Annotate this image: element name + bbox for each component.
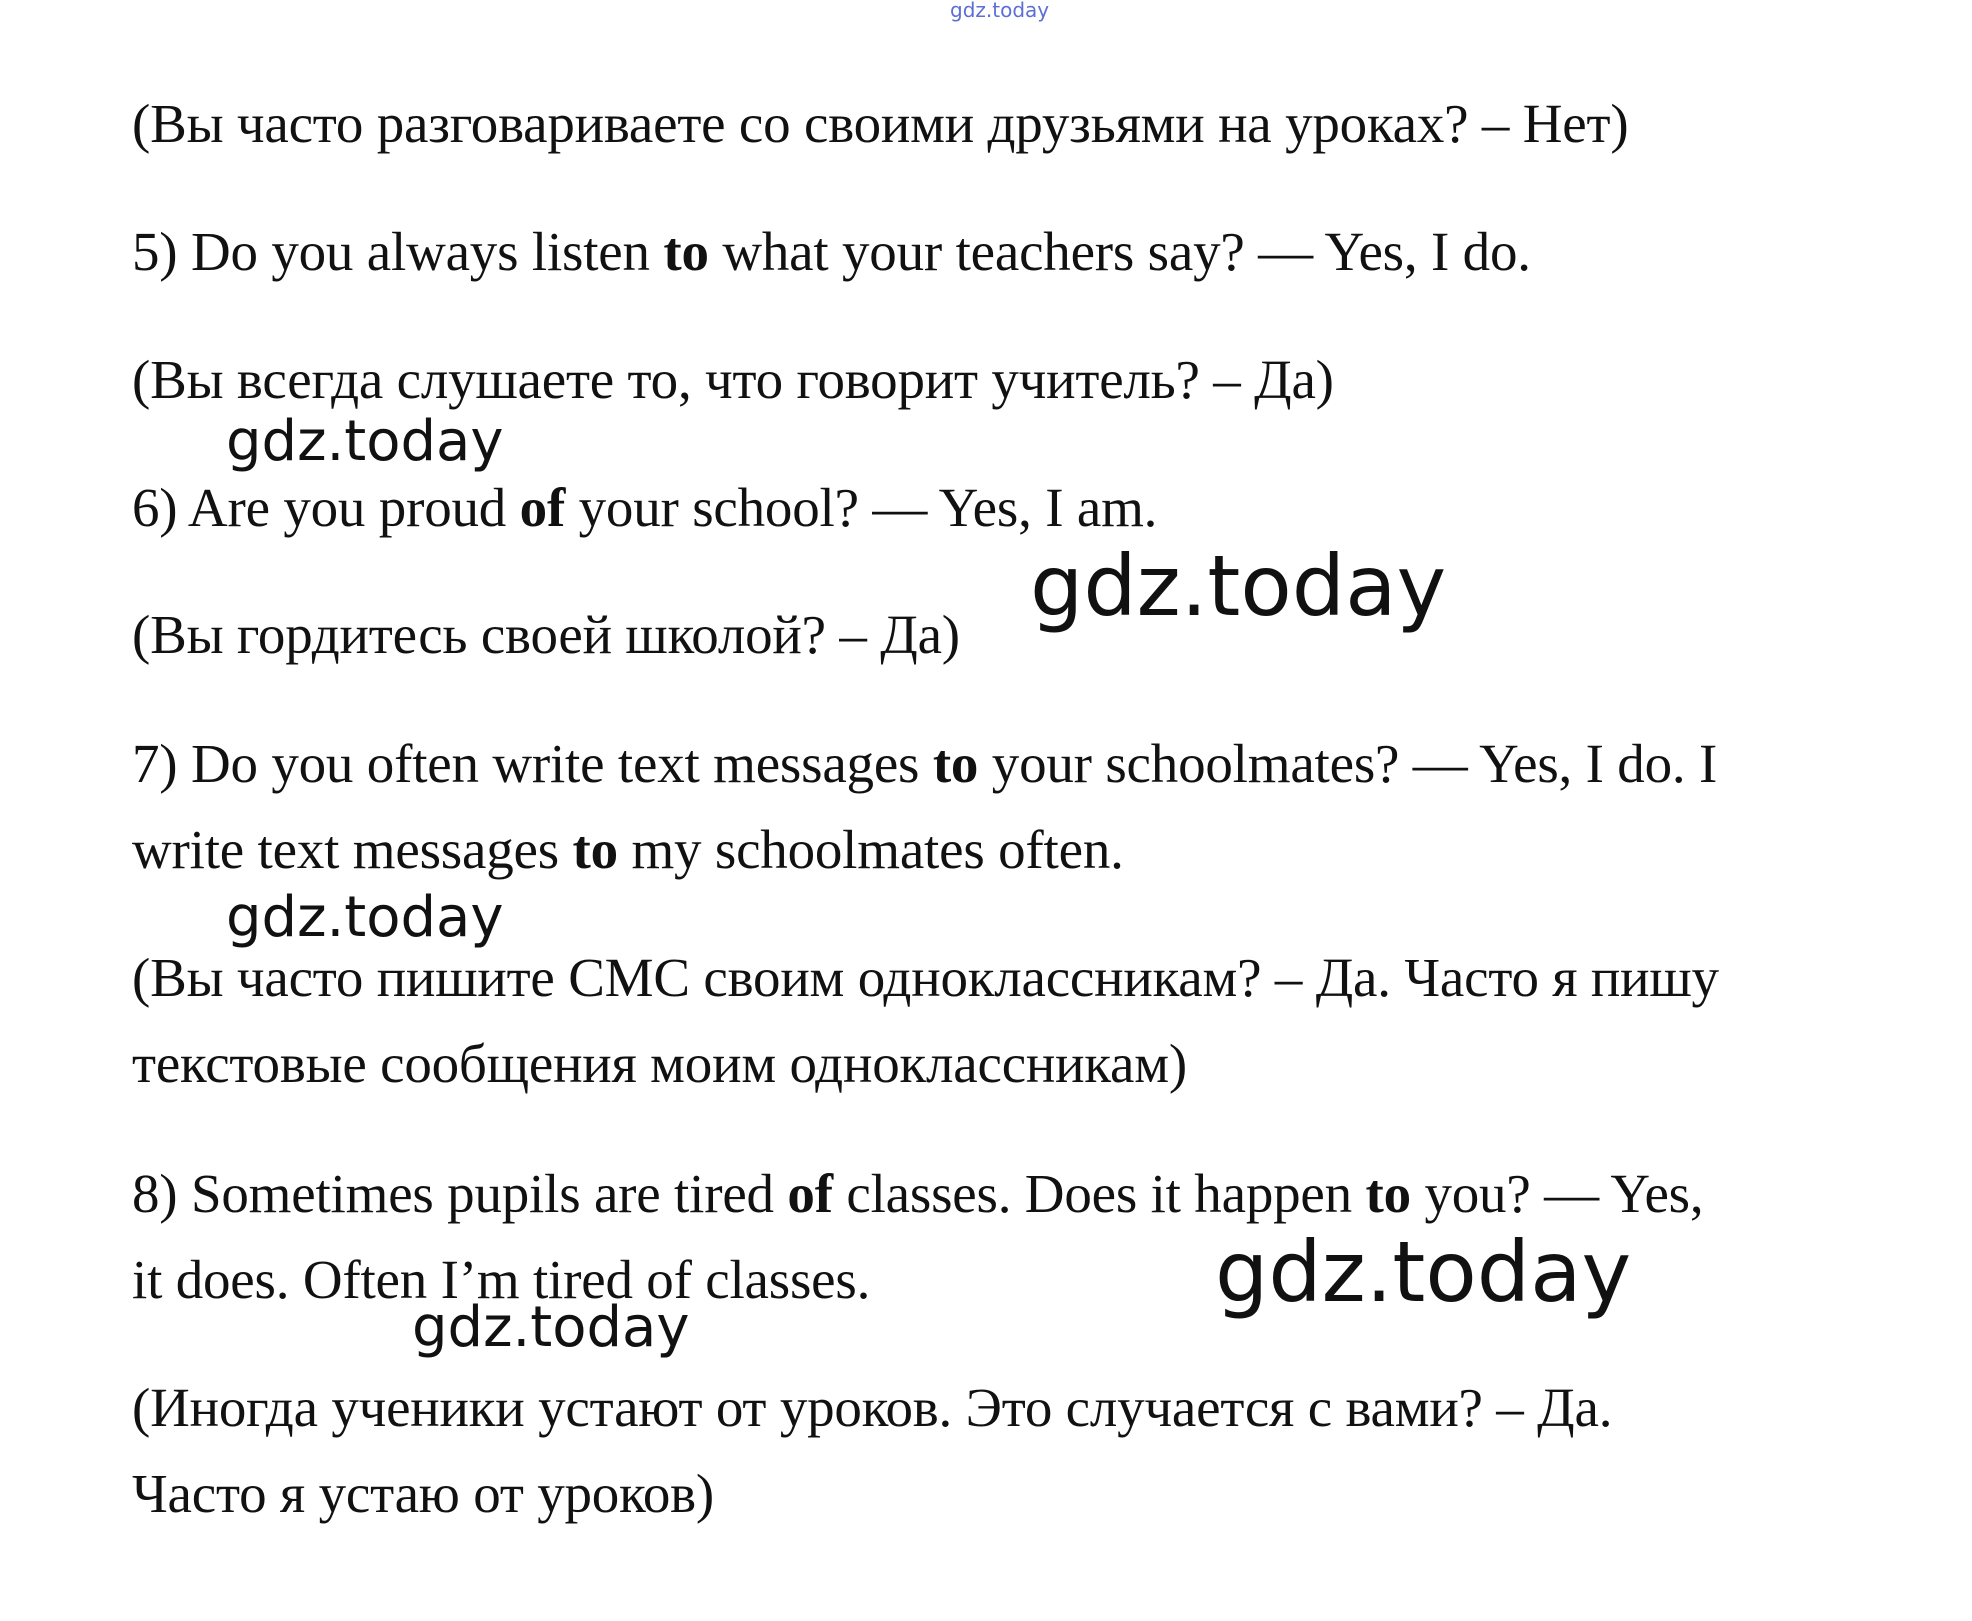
- question-7: [132, 733, 1718, 794]
- question-7-cont-preposition: to: [572, 819, 618, 880]
- translation-line-6: (Вы гордитесь своей школой? – Да): [132, 604, 960, 665]
- watermark-4: gdz.today: [1215, 1223, 1632, 1321]
- question-7-continued: [132, 819, 1124, 880]
- question-7-cont-part-a: write text messages: [132, 819, 573, 880]
- translation-line-8: (Иногда ученики устают от уроков. Это случается с вами? – Да.: [132, 1377, 1613, 1438]
- question-6-part-a: 6) Are you proud: [132, 477, 520, 538]
- question-6-preposition: of: [519, 477, 566, 538]
- question-6: [132, 477, 1158, 538]
- question-7-part-a: 7) Do you often write text messages: [132, 733, 933, 794]
- question-8-preposition-1: of: [787, 1163, 833, 1224]
- question-7-preposition: to: [932, 733, 979, 794]
- question-8-part-a: 8) Sometimes pupils are tired: [132, 1163, 788, 1224]
- question-8-part-e: you? — Yes,: [1410, 1163, 1704, 1224]
- watermark-top: gdz.today: [950, 0, 1050, 22]
- watermark-2: gdz.today: [1030, 537, 1447, 635]
- question-7-part-c: your schoolmates? — Yes, I do. I: [978, 733, 1718, 794]
- translation-line-5: (Вы всегда слушаете то, что говорит учитель? – Да): [132, 349, 1334, 410]
- question-5-part-c: what your teachers say? — Yes, I do.: [708, 221, 1531, 282]
- translation-line-7: (Вы часто пишите СМС своим одноклассникам? – Да. Часто я пишу: [132, 947, 1719, 1008]
- translation-line-8-continued: Часто я устаю от уроков): [132, 1463, 715, 1524]
- question-7-cont-part-c: my schoolmates often.: [617, 819, 1124, 880]
- watermark-1: gdz.today: [226, 409, 504, 474]
- translation-line-4: (Вы часто разговариваете со своими друзьями на уроках? – Нет): [132, 93, 1629, 154]
- watermark-3: gdz.today: [226, 885, 504, 950]
- question-5-part-a: 5) Do you always listen: [132, 221, 664, 282]
- question-8: [132, 1163, 1704, 1224]
- question-6-part-c: your school? — Yes, I am.: [565, 477, 1158, 538]
- question-8-part-c: classes. Does it happen: [832, 1163, 1366, 1224]
- answer-8-continued: it does. Often I’m tired of classes.: [132, 1249, 871, 1310]
- question-8-preposition-2: to: [1365, 1163, 1411, 1224]
- question-5-preposition: to: [663, 221, 709, 282]
- question-5: [132, 221, 1531, 282]
- translation-line-7-continued: текстовые сообщения моим одноклассникам): [132, 1033, 1187, 1094]
- watermark-5: gdz.today: [412, 1295, 690, 1360]
